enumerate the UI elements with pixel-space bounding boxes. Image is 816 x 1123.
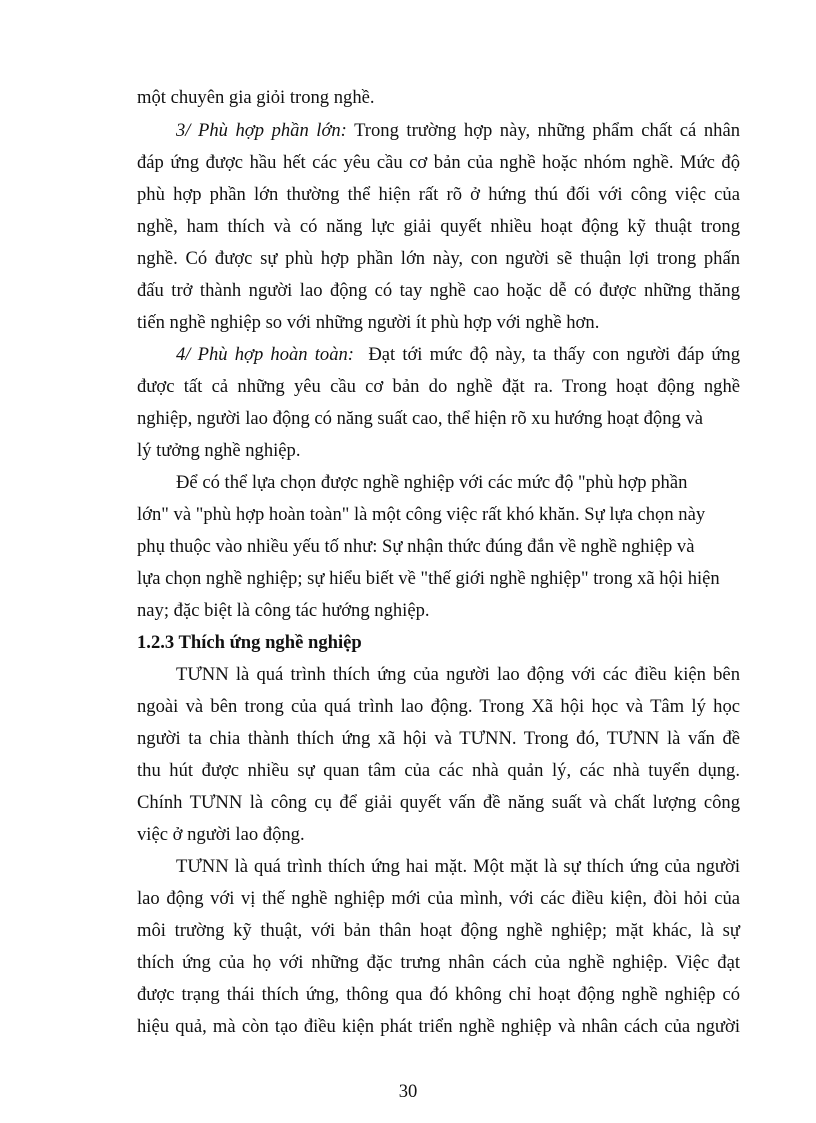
text-line: đấu trở thành người lao động có tay nghề cao hoặc dễ có được những thăng — [137, 280, 740, 301]
text-line: thích ứng của họ với những đặc trưng nhân cách của nghề nghiệp. Việc đạt — [137, 952, 740, 973]
paragraph-line-italic-lead — [176, 344, 740, 366]
text-line: người ta chia thành thích ứng xã hội và TƯNN. Trong đó, TƯNN là vấn đề — [137, 728, 740, 749]
text-line: đáp ứng được hầu hết các yêu cầu cơ bản của nghề hoặc nhóm nghề. Mức độ — [137, 152, 740, 173]
text-line: việc ở người lao động. — [137, 824, 305, 845]
text-line: môi trường kỹ thuật, với bản thân hoạt động nghề nghiệp; mặt khác, là sự — [137, 920, 740, 941]
text-line: được tất cả những yêu cầu cơ bản do nghề đặt ra. Trong hoạt động nghề — [137, 376, 740, 397]
text-line: ngoài và bên trong của quá trình lao động. Trong Xã hội học và Tâm lý học — [137, 696, 740, 717]
text-line: một chuyên gia giỏi trong nghề. — [137, 87, 375, 108]
text-span: Đạt tới mức độ này, ta thấy con người đáp ứng — [368, 344, 741, 365]
text-line: TƯNN là quá trình thích ứng của người lao động với các điều kiện bên — [176, 664, 740, 685]
page-number: 30 — [398, 1081, 418, 1102]
text-line: TƯNN là quá trình thích ứng hai mặt. Một mặt là sự thích ứng của người — [176, 856, 740, 877]
text-line: nghề, ham thích và có năng lực giải quyết nhiều hoạt động kỹ thuật trong — [137, 216, 740, 237]
text-line: lao động với vị thế nghề nghiệp mới của mình, với các điều kiện, đòi hỏi của — [137, 888, 740, 909]
text-line: thu hút được nhiều sự quan tâm của các nhà quản lý, các nhà tuyển dụng. — [137, 760, 740, 781]
text-line: nghiệp, người lao động có năng suất cao, thể hiện rõ xu hướng hoạt động và — [137, 408, 704, 429]
text-line: hiệu quả, mà còn tạo điều kiện phát triển nghề nghiệp và nhân cách của người — [137, 1016, 740, 1037]
paragraph-line-italic-lead — [176, 120, 740, 142]
text-line: lý tưởng nghề nghiệp. — [137, 440, 301, 461]
text-line: lựa chọn nghề nghiệp; sự hiểu biết về "thế giới nghề nghiệp" trong xã hội hiện — [137, 568, 720, 589]
text-line: Chính TƯNN là công cụ để giải quyết vấn đề năng suất và chất lượng công — [137, 792, 740, 813]
text-line: lớn" và "phù hợp hoàn toàn" là một công việc rất khó khăn. Sự lựa chọn này — [137, 504, 706, 525]
section-heading: 1.2.3 Thích ứng nghề nghiệp — [137, 632, 362, 653]
italic-lead: 3/ Phù hợp phần lớn: — [176, 120, 347, 141]
text-line: phụ thuộc vào nhiều yếu tố như: Sự nhận thức đúng đắn về nghề nghiệp và — [137, 536, 695, 557]
text-line: được trạng thái thích ứng, thông qua đó không chỉ hoạt động nghề nghiệp có — [137, 984, 740, 1005]
text-line: tiến nghề nghiệp so với những người ít phù hợp với nghề hơn. — [137, 312, 600, 333]
text-span: Trong trường hợp này, những phẩm chất cá nhân — [354, 120, 740, 141]
text-line: Để có thể lựa chọn được nghề nghiệp với các mức độ "phù hợp phần — [176, 472, 688, 493]
italic-lead: 4/ Phù hợp hoàn toàn: — [176, 344, 354, 365]
text-line: phù hợp phần lớn thường thể hiện rất rõ ở hứng thú đối với công việc của — [137, 184, 740, 205]
text-line: nay; đặc biệt là công tác hướng nghiệp. — [137, 600, 430, 621]
text-line: nghề. Có được sự phù hợp phần lớn này, con người sẽ thuận lợi trong phấn — [137, 248, 740, 269]
